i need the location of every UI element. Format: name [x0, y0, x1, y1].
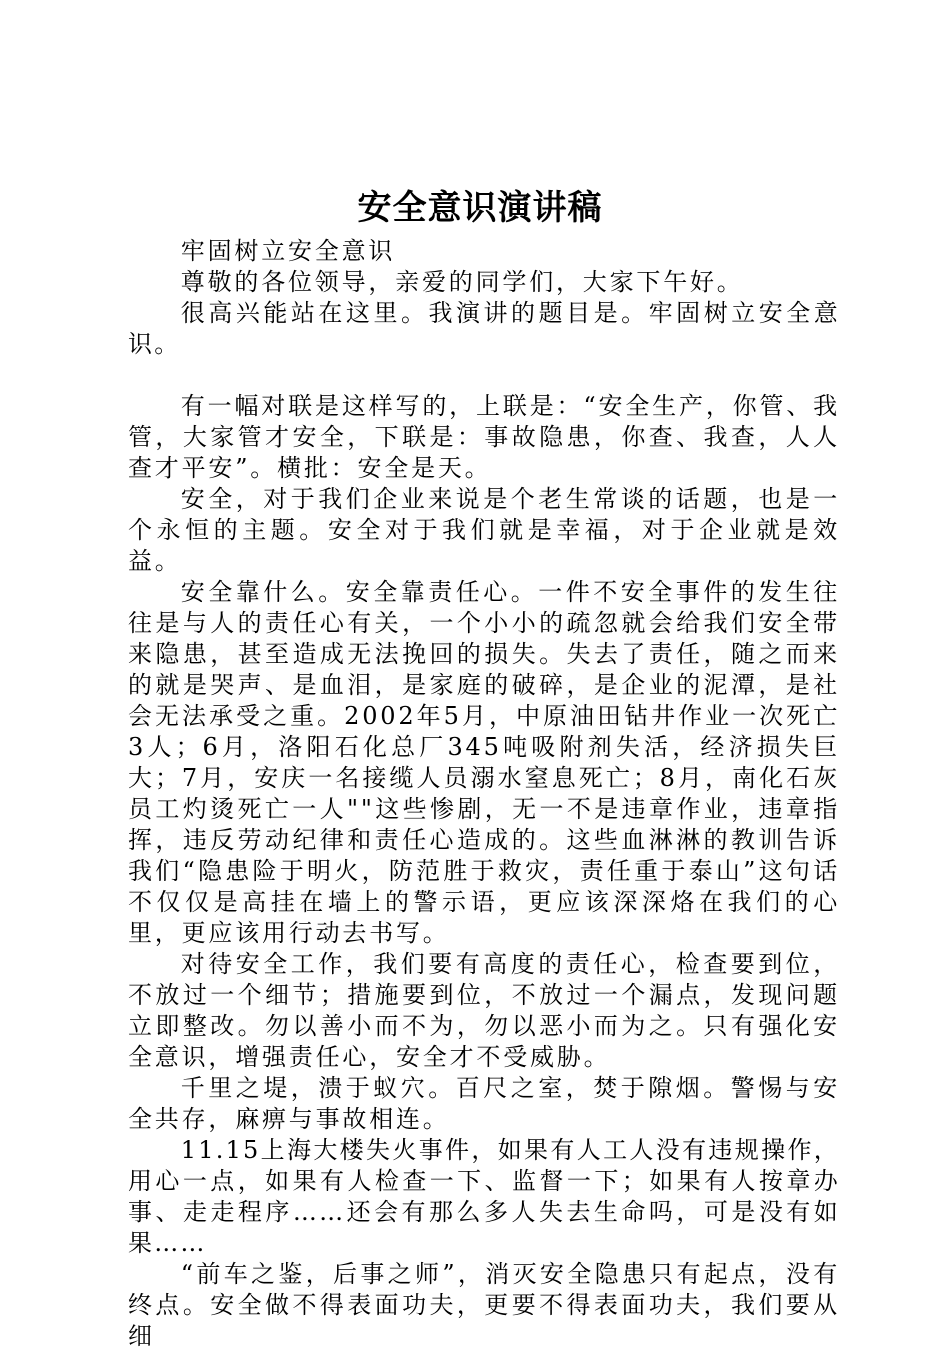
- lesson-paragraph: “前车之鉴，后事之师”，消灭安全隐患只有起点，没有终点。安全做不得表面功夫，更要不得表面功夫，我们要从细: [128, 1260, 840, 1350]
- attitude-paragraph: 对待安全工作，我们要有高度的责任心，检查要到位，不放过一个细节；措施要到位，不放过一个漏点，发现问题立即整改。勿以善小而不为，勿以恶小而为之。只有强化安全意识，增强责任心，安全才不受威胁。: [128, 950, 840, 1071]
- greeting-paragraph: 尊敬的各位领导，亲爱的同学们，大家下午好。: [180, 268, 744, 296]
- couplet-paragraph: 有一幅对联是这样写的，上联是：“安全生产，你管、我管，大家管才安全，下联是：事故隐患，你查、我查，人人查才平安”。横批：安全是天。: [128, 392, 840, 482]
- intro-paragraph: 很高兴能站在这里。我演讲的题目是。牢固树立安全意识。: [128, 299, 840, 358]
- responsibility-paragraph: 安全靠什么。安全靠责任心。一件不安全事件的发生往往是与人的责任心有关，一个小小的疏忽就会给我们安全带来隐患，甚至造成无法挽回的损失。失去了责任，随之而来的就是哭声、是血泪，是家庭的破碎，是企业的泥潭，是社会无法承受之重。2002年5月，中原油田钻井作业一次死亡3人；6月，洛阳石化总厂345吨吸附剂失活，经济损失巨大；7月，安庆一名接缆人员溺水窒息死亡；8月，南化石灰员工灼烫死亡一人""这些惨剧，无一不是违章作业，违章指挥，违反劳动纪律和责任心造成的。这些血淋淋的教训告诉我们“隐患险于明火，防范胜于救灾，责任重于泰山”这句话不仅仅是高挂在墙上的警示语，更应该深深烙在我们的心里，更应该用行动去书写。: [128, 578, 840, 947]
- document-body: [128, 236, 840, 1352]
- safety-theme-paragraph: 安全，对于我们企业来说是个老生常谈的话题，也是一个永恒的主题。安全对于我们就是幸福，对于企业就是效益。: [128, 485, 840, 575]
- fire-incident-paragraph: 11.15上海大楼失火事件，如果有人工人没有违规操作，用心一点，如果有人检查一下、监督一下；如果有人按章办事、走走程序……还会有那么多人失去生命吗，可是没有如果……: [128, 1136, 840, 1257]
- document-title: 安全意识演讲稿: [357, 188, 603, 228]
- proverb-paragraph: 千里之堤，溃于蚁穴。百尺之室，焚于隙烟。警惕与安全共存，麻痹与事故相连。: [128, 1074, 840, 1133]
- speech-subtitle: 牢固树立安全意识: [180, 237, 396, 265]
